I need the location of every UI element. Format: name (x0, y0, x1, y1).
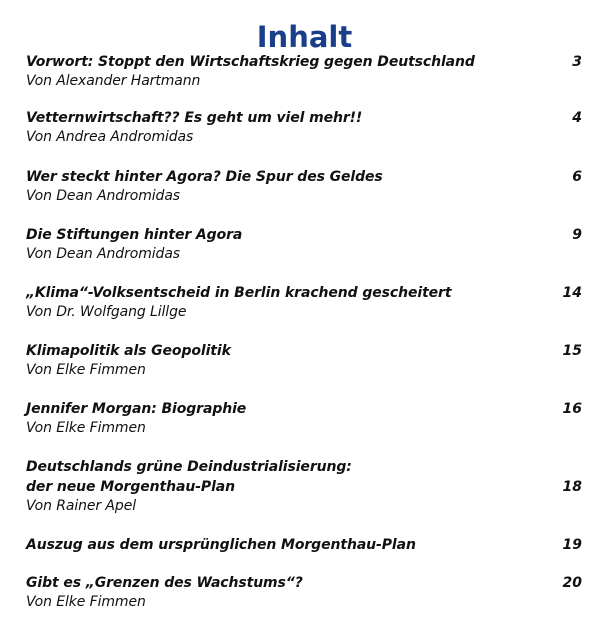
toc-entry-title[interactable]: Vetternwirtschaft?? Es geht um viel mehr!! (26, 110, 363, 126)
toc-entry-author: Von Alexander Hartmann (26, 73, 201, 89)
toc-entry-page-number: 9 (572, 227, 582, 243)
toc-entry-title[interactable]: Deutschlands grüne Deindustrialisierung: der neue Morgenthau-Plan (26, 459, 352, 495)
toc-entry-title[interactable]: Auszug aus dem ursprünglichen Morgenthau-Plan (26, 537, 416, 553)
toc-entry-author: Von Elke Fimmen (26, 420, 146, 436)
toc-entry[interactable] (26, 167, 582, 206)
toc-entry-page-number: 15 (562, 343, 582, 359)
toc-entry-title[interactable]: Klimapolitik als Geopolitik (26, 343, 231, 359)
toc-entry[interactable] (26, 52, 582, 91)
toc-entry-page-number: 18 (562, 479, 582, 495)
toc-entry[interactable] (26, 399, 582, 438)
toc-entry-page-number: 6 (572, 169, 582, 185)
table-of-contents (26, 52, 582, 612)
toc-entry-page-number: 20 (562, 575, 582, 591)
toc-entry-title[interactable]: Vorwort: Stoppt den Wirtschaftskrieg gegen Deutschland (26, 54, 475, 70)
toc-entry[interactable] (26, 341, 582, 380)
toc-entry-title[interactable]: „Klima“-Volksentscheid in Berlin krachend gescheitert (26, 285, 452, 301)
toc-entry[interactable] (26, 457, 582, 516)
toc-entry[interactable] (26, 573, 582, 612)
page-title: Inhalt (256, 20, 353, 55)
toc-entry-page-number: 19 (562, 537, 582, 553)
toc-entry[interactable] (26, 108, 582, 147)
toc-entry-page-number: 16 (562, 401, 582, 417)
toc-entry-page-number: 14 (562, 285, 582, 301)
toc-entry-title[interactable]: Wer steckt hinter Agora? Die Spur des Geldes (26, 169, 383, 185)
toc-entry-title[interactable]: Jennifer Morgan: Biographie (26, 401, 247, 417)
toc-entry-author: Von Rainer Apel (26, 498, 137, 514)
toc-entry[interactable] (26, 225, 582, 264)
toc-entry[interactable] (26, 283, 582, 322)
toc-entry-author: Von Dean Andromidas (26, 246, 180, 262)
toc-entry-author: Von Dr. Wolfgang Lillge (26, 304, 187, 320)
toc-entry-page-number: 3 (572, 54, 582, 70)
toc-entry-title[interactable]: Gibt es „Grenzen des Wachstums“? (26, 575, 303, 591)
toc-entry-title[interactable]: Die Stiftungen hinter Agora (26, 227, 243, 243)
toc-entry-author: Von Elke Fimmen (26, 362, 146, 378)
toc-entry-author: Von Dean Andromidas (26, 188, 180, 204)
toc-entry-author: Von Elke Fimmen (26, 594, 146, 610)
toc-entry-author: Von Andrea Andromidas (26, 129, 194, 145)
toc-entry[interactable] (26, 535, 582, 555)
toc-entry-page-number: 4 (572, 110, 582, 126)
